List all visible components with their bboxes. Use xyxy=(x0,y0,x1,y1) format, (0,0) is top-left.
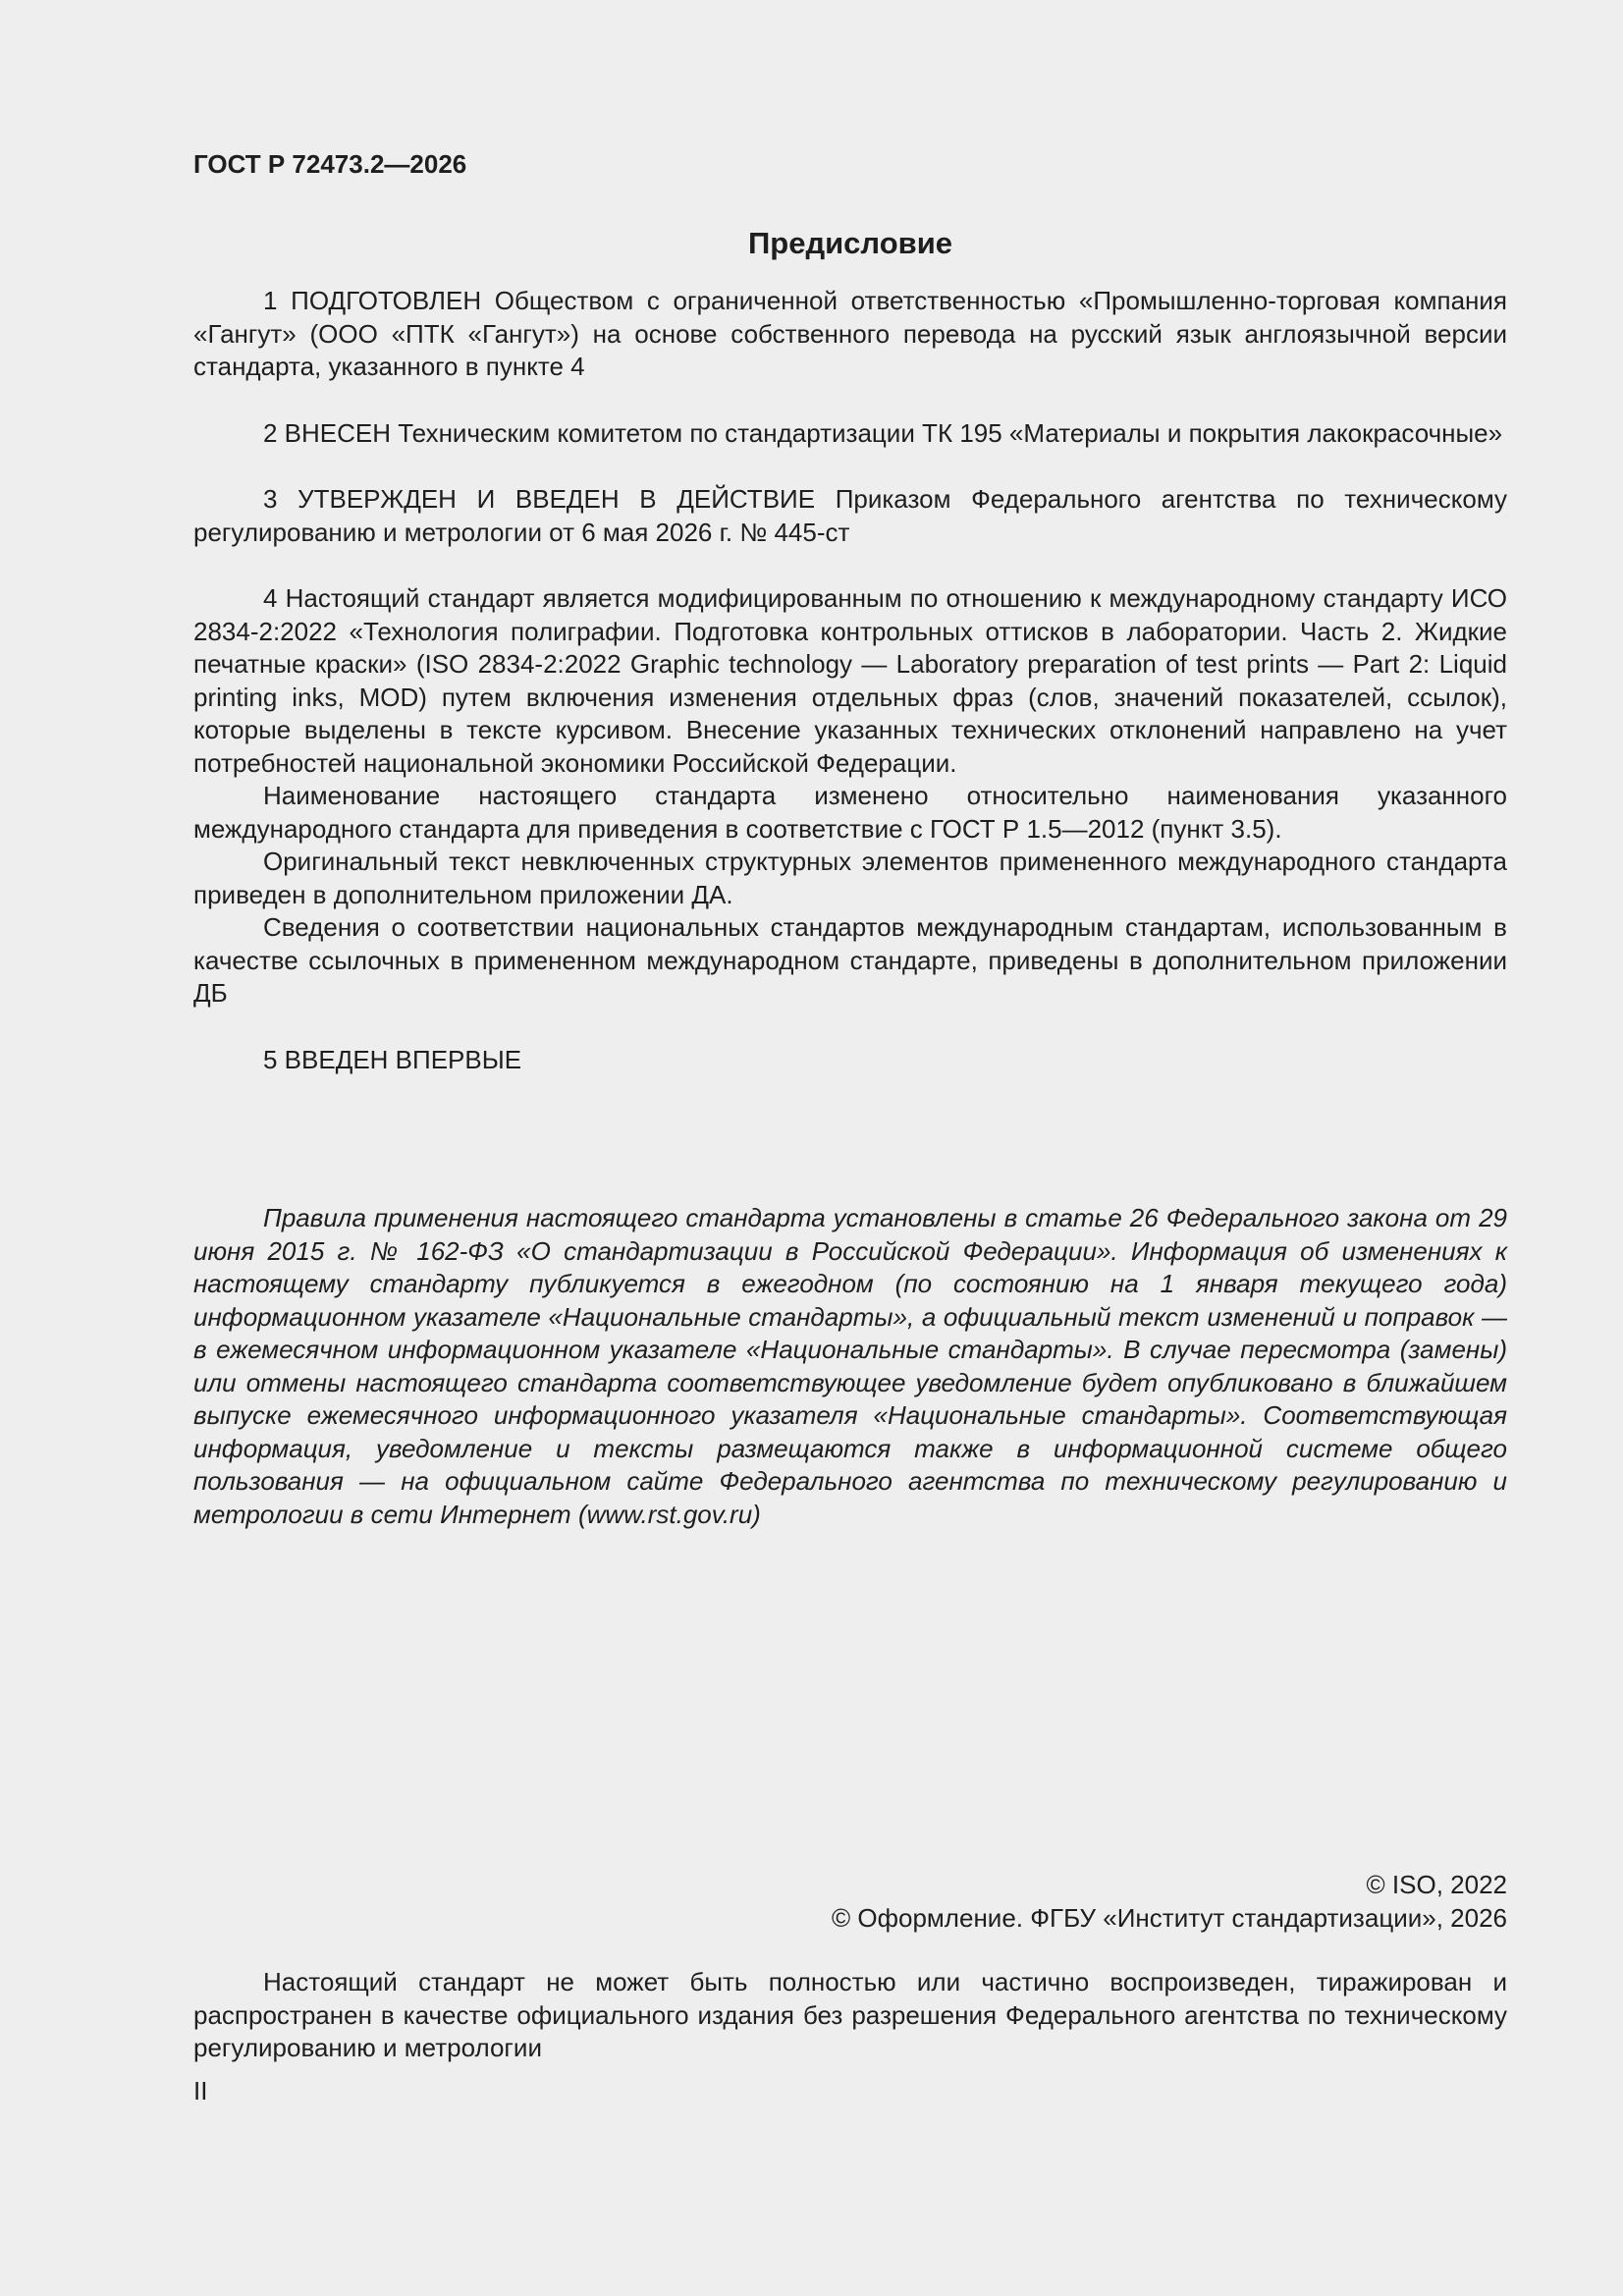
foreword-item-4-original-text: Оригинальный текст невключенных структурных элементов примененного международного стандарта приведен в дополнительном приложении ДА. xyxy=(193,847,1507,909)
rules-notice: Правила применения настоящего стандарта установлены в статье 26 Федерального закона от 29 июня 2015 г. № 162-ФЗ «О стандартизации в Российской Федерации». Информация об изменениях к настоящему стандарту публикуется в ежегодном (по состоянию на 1 января текущего года) информационном указателе «Национальные стандарты», а официальный текст изменений и поправок — в ежемесячном информационном указателе «Национальные стандарты». В случае пересмотра (замены) или отмены настоящего стандарта соответствующее уведомление будет опубликовано в ближайшем выпуске ежемесячного информационного указателя «Национальные стандарты». Соответствующая информация, уведомление и тексты размещаются также в информационной системе общего пользования — на официальном сайте Федерального агентства по техническому регулированию и метрологии в сети Интернет (www.rst.gov.ru) xyxy=(193,1203,1507,1529)
document-page xyxy=(193,0,1507,2296)
page-title: Предисловие xyxy=(747,226,952,260)
foreword-item-4-name-change: Наименование настоящего стандарта изменено относительно наименования указанного международного стандарта для приведения в соответствие с ГОСТ Р 1.5—2012 (пункт 3.5). xyxy=(193,781,1507,844)
foreword-body xyxy=(193,285,1507,1076)
copyright-iso: © ISO, 2022 xyxy=(1366,1870,1507,1899)
document-code: ГОСТ Р 72473.2—2026 xyxy=(193,149,467,179)
foreword-item-4-references: Сведения о соответствии национальных стандартов международным стандартам, использованным в качестве ссылочных в примененном международном стандарте, приведены в дополнительном приложении ДБ xyxy=(193,912,1507,1008)
reproduction-notice: Настоящий стандарт не может быть полностью или частично воспроизведен, тиражирован и распространен в качестве официального издания без разрешения Федерального агентства по техническому регулированию и метрологии xyxy=(193,1967,1507,2062)
foreword-item-5: 5 ВВЕДЕН ВПЕРВЫЕ xyxy=(263,1044,522,1074)
foreword-item-1: 1 ПОДГОТОВЛЕН Обществом с ограниченной ответственностью «Промышленно-торговая компания «Гангут» (ООО «ПТК «Гангут») на основе собственного перевода на русский язык англоязычной версии стандарта, указанного в пункте 4 xyxy=(193,286,1507,381)
page-number: II xyxy=(193,2076,208,2105)
rules-notice-block xyxy=(193,1202,1507,1531)
foreword-item-3: 3 УТВЕРЖДЕН И ВВЕДЕН В ДЕЙСТВИЕ Приказом Федерального агентства по техническому регулированию и метрологии от 6 мая 2026 г. № 445-ст xyxy=(193,484,1507,547)
reproduction-notice-block xyxy=(193,1966,1507,2065)
foreword-item-4: 4 Настоящий стандарт является модифицированным по отношению к международному стандарту ИСО 2834-2:2022 «Технология полиграфии. Подготовка контрольных оттисков в лаборатории. Часть 2. Жидкие печатные краски» (ISO 2834-2:2022 Graphic technology — Laboratory preparation of test prints — Part 2: Liquid printing inks, MOD) путем включения изменения отдельных фраз (слов, значений показателей, ссылок), которые выделены в тексте курсивом. Внесение указанных технических отклонений направлено на учет потребностей национальной экономики Российской Федерации. xyxy=(193,583,1507,778)
copyright-block xyxy=(193,1868,1507,1935)
copyright-design: © Оформление. ФГБУ «Институт стандартизации», 2026 xyxy=(832,1903,1507,1933)
foreword-item-2: 2 ВНЕСЕН Техническим комитетом по стандартизации ТК 195 «Материалы и покрытия лакокрасочные» xyxy=(263,417,1503,448)
